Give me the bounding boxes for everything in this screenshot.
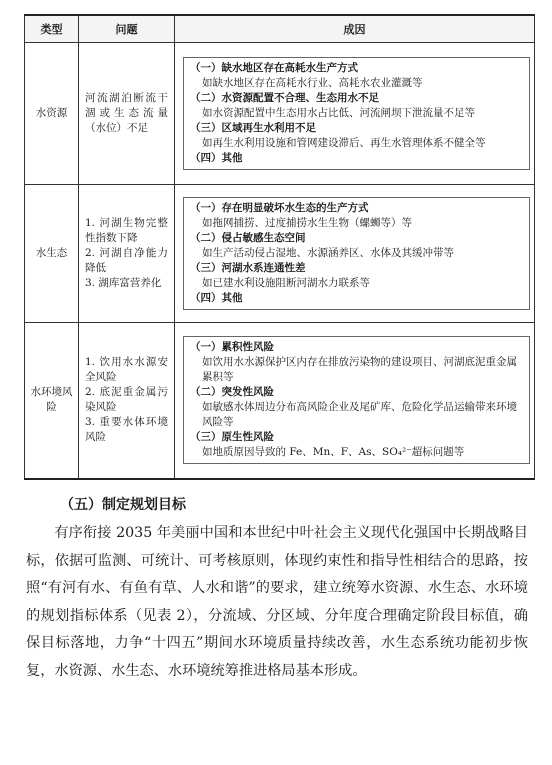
problem-item: 2. 底泥重金属污染风险 (85, 386, 168, 414)
table-row (25, 323, 535, 479)
cause-box (183, 336, 530, 464)
problem-item: 1. 河湖生物完整性指数下降 (85, 217, 168, 244)
row-causes (175, 43, 535, 185)
problem-item: 2. 河湖自净能力降低 (85, 247, 168, 274)
section-title: （五）制定规划目标 (60, 497, 186, 513)
cause-title: （二）侵占敏感生态空间 (190, 232, 306, 244)
body-paragraph: 有序衔接 2035 年美丽中国和本世纪中叶社会主义现代化强国中长期战略目标，依据可监测、可统计、可考核原则，体现约束性和指导性相结合的思路，按照“有河有水、有鱼有草、人水和谐”的要求，建立统筹水资源、水生态、水环境的规划指标体系（见表 2），分流域、分区域、分年度合理确定阶段目标值，确保目标落地，力争“十四五”期间水环境质量持续改善，水生态系统功能初步恢复，水资源、水生态、水环境统筹推进格局基本形成。 (26, 525, 528, 679)
row-type: 水生态 (25, 185, 79, 323)
cause-detail: 如已建水利设施阻断河湖水力联系等 (202, 277, 370, 289)
cause-title: （二）突发性风险 (190, 386, 274, 399)
row-type: 水资源 (25, 43, 79, 185)
cause-title: （四）其他 (190, 152, 243, 164)
cause-box (183, 197, 530, 310)
problem-item: 3. 重要水体环境风险 (85, 416, 168, 444)
cause-detail: 如缺水地区存在高耗水行业、高耗水农业灌溉等 (202, 77, 423, 89)
table-row (25, 185, 535, 323)
row-type: 水环境风险 (25, 323, 79, 479)
problem-item: 3. 湖库富营养化 (85, 277, 162, 289)
row-problem: 河流湖泊断流干涸或生态流量（水位）不足 (79, 43, 175, 185)
cause-detail: 如拖网捕捞、过度捕捞水生生物（螺蛳等）等 (202, 217, 412, 229)
cause-detail: 如生产活动侵占湿地、水源涵养区、水体及其缓冲带等 (202, 247, 454, 259)
cause-title: （三）河湖水系连通性差 (190, 262, 306, 274)
cause-title: （一）累积性风险 (190, 341, 274, 354)
cause-title: （四）其他 (190, 292, 243, 304)
problem-item: 1. 饮用水水源安全风险 (85, 356, 168, 384)
cause-detail: 如再生水利用设施和管网建设滞后、再生水管理体系不健全等 (202, 137, 486, 149)
cause-title: （一）缺水地区存在高耗水生产方式 (190, 62, 358, 74)
cause-detail: 如水资源配置中生态用水占比低、河流闸坝下泄流量不足等 (202, 107, 475, 119)
cause-title: （一）存在明显破坏水生态的生产方式 (190, 202, 369, 214)
table-header-row (25, 15, 535, 43)
cause-detail: 如饮用水水源保护区内存在排放污染物的建设项目、河湖底泥重金属累积等 (202, 356, 517, 384)
row-causes (175, 185, 535, 323)
cause-box (183, 57, 530, 170)
header-type: 类型 (25, 15, 79, 43)
header-problem: 问题 (79, 15, 175, 43)
row-problem (79, 185, 175, 323)
cause-title: （二）水资源配置不合理、生态用水不足 (190, 92, 379, 104)
header-cause: 成因 (175, 15, 535, 43)
causes-table (24, 14, 535, 480)
row-problem (79, 323, 175, 479)
table-row (25, 43, 535, 185)
cause-detail: 如敏感水体周边分布高风险企业及尾矿库、危险化学品运输带来环境风险等 (202, 401, 517, 429)
cause-title: （三）原生性风险 (190, 431, 274, 444)
row-causes (175, 323, 535, 479)
cause-detail: 如地质原因导致的 Fe、Mn、F、As、SO₄²⁻超标问题等 (202, 446, 465, 459)
cause-title: （三）区域再生水利用不足 (190, 122, 316, 134)
